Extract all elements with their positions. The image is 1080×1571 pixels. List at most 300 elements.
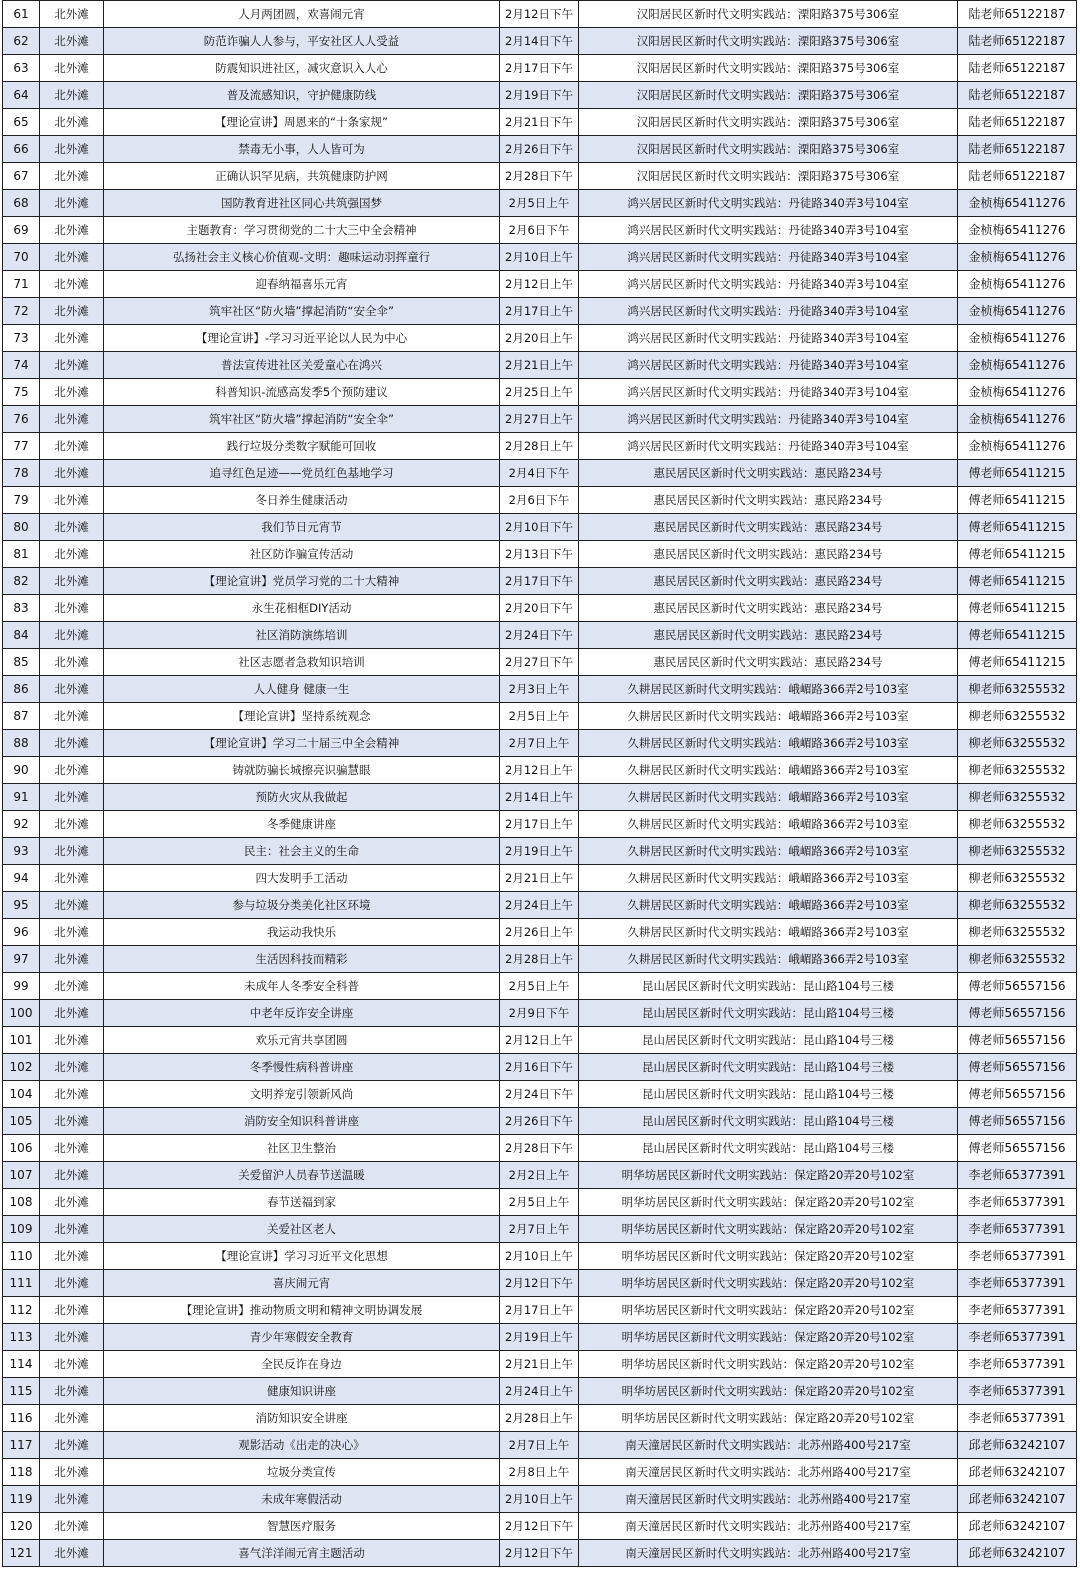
activity-title-cell: 迎春纳福喜乐元宵 bbox=[104, 271, 500, 298]
table-row bbox=[3, 217, 1077, 244]
table-row bbox=[3, 1297, 1077, 1324]
area-cell: 北外滩 bbox=[40, 460, 104, 487]
table-row bbox=[3, 973, 1077, 1000]
activity-place-cell: 鸿兴居民区新时代文明实践站：丹徒路340弄3号104室 bbox=[579, 406, 958, 433]
activity-place-cell: 久耕居民区新时代文明实践站：峨嵋路366弄2号103室 bbox=[579, 892, 958, 919]
area-cell: 北外滩 bbox=[40, 838, 104, 865]
row-number-cell: 96 bbox=[3, 919, 40, 946]
row-number-cell: 68 bbox=[3, 190, 40, 217]
area-cell: 北外滩 bbox=[40, 892, 104, 919]
activity-place-cell: 惠民居民区新时代文明实践站：惠民路234号 bbox=[579, 460, 958, 487]
contact-cell: 柳老师63255532 bbox=[958, 784, 1077, 811]
contact-cell: 柳老师63255532 bbox=[958, 865, 1077, 892]
area-cell: 北外滩 bbox=[40, 811, 104, 838]
row-number-cell: 120 bbox=[3, 1513, 40, 1540]
activity-time-cell: 2月26日下午 bbox=[500, 1108, 579, 1135]
table-row bbox=[3, 325, 1077, 352]
activity-place-cell: 鸿兴居民区新时代文明实践站：丹徒路340弄3号104室 bbox=[579, 433, 958, 460]
contact-cell: 柳老师63255532 bbox=[958, 703, 1077, 730]
table-row bbox=[3, 946, 1077, 973]
row-number-cell: 86 bbox=[3, 676, 40, 703]
row-number-cell: 101 bbox=[3, 1027, 40, 1054]
activity-title-cell: 冬日养生健康活动 bbox=[104, 487, 500, 514]
activity-time-cell: 2月10日上午 bbox=[500, 1243, 579, 1270]
contact-cell: 金桢梅65411276 bbox=[958, 271, 1077, 298]
activity-title-cell: 关爱留沪人员春节送温暖 bbox=[104, 1162, 500, 1189]
table-row bbox=[3, 1324, 1077, 1351]
area-cell: 北外滩 bbox=[40, 568, 104, 595]
activity-title-cell: 消防知识安全讲座 bbox=[104, 1405, 500, 1432]
contact-cell: 李老师65377391 bbox=[958, 1162, 1077, 1189]
contact-cell: 金桢梅65411276 bbox=[958, 406, 1077, 433]
activity-title-cell: 人月两团圆，欢喜闹元宵 bbox=[104, 1, 500, 28]
table-row bbox=[3, 379, 1077, 406]
activity-place-cell: 鸿兴居民区新时代文明实践站：丹徒路340弄3号104室 bbox=[579, 190, 958, 217]
row-number-cell: 85 bbox=[3, 649, 40, 676]
row-number-cell: 91 bbox=[3, 784, 40, 811]
activity-title-cell: 社区消防演练培训 bbox=[104, 622, 500, 649]
activity-time-cell: 2月12日下午 bbox=[500, 1, 579, 28]
activity-place-cell: 鸿兴居民区新时代文明实践站：丹徒路340弄3号104室 bbox=[579, 352, 958, 379]
table-row bbox=[3, 514, 1077, 541]
activity-time-cell: 2月17日上午 bbox=[500, 1297, 579, 1324]
row-number-cell: 63 bbox=[3, 55, 40, 82]
contact-cell: 柳老师63255532 bbox=[958, 811, 1077, 838]
row-number-cell: 71 bbox=[3, 271, 40, 298]
contact-cell: 金桢梅65411276 bbox=[958, 433, 1077, 460]
contact-cell: 柳老师63255532 bbox=[958, 838, 1077, 865]
table-row bbox=[3, 271, 1077, 298]
activity-title-cell: 四大发明手工活动 bbox=[104, 865, 500, 892]
activity-place-cell: 明华坊居民区新时代文明实践站：保定路20弄20号102室 bbox=[579, 1216, 958, 1243]
area-cell: 北外滩 bbox=[40, 244, 104, 271]
contact-cell: 柳老师63255532 bbox=[958, 892, 1077, 919]
activity-time-cell: 2月17日上午 bbox=[500, 811, 579, 838]
contact-cell: 金桢梅65411276 bbox=[958, 190, 1077, 217]
activity-title-cell: 喜庆闹元宵 bbox=[104, 1270, 500, 1297]
area-cell: 北外滩 bbox=[40, 1486, 104, 1513]
activity-place-cell: 久耕居民区新时代文明实践站：峨嵋路366弄2号103室 bbox=[579, 919, 958, 946]
area-cell: 北外滩 bbox=[40, 82, 104, 109]
activity-title-cell: 消防安全知识科普讲座 bbox=[104, 1108, 500, 1135]
activity-place-cell: 汉阳居民区新时代文明实践站：溧阳路375号306室 bbox=[579, 136, 958, 163]
activity-place-cell: 南天潼居民区新时代文明实践站：北苏州路400号217室 bbox=[579, 1513, 958, 1540]
contact-cell: 傅老师56557156 bbox=[958, 1000, 1077, 1027]
activity-place-cell: 昆山居民区新时代文明实践站：昆山路104号三楼 bbox=[579, 1027, 958, 1054]
activity-title-cell: 铸就防骗长城擦亮识骗慧眼 bbox=[104, 757, 500, 784]
activity-place-cell: 明华坊居民区新时代文明实践站：保定路20弄20号102室 bbox=[579, 1270, 958, 1297]
table-row bbox=[3, 1243, 1077, 1270]
activity-place-cell: 明华坊居民区新时代文明实践站：保定路20弄20号102室 bbox=[579, 1324, 958, 1351]
area-cell: 北外滩 bbox=[40, 1, 104, 28]
contact-cell: 邱老师63242107 bbox=[958, 1513, 1077, 1540]
contact-cell: 陆老师65122187 bbox=[958, 55, 1077, 82]
activity-place-cell: 明华坊居民区新时代文明实践站：保定路20弄20号102室 bbox=[579, 1351, 958, 1378]
contact-cell: 傅老师65411215 bbox=[958, 514, 1077, 541]
activity-time-cell: 2月5日上午 bbox=[500, 1189, 579, 1216]
activity-title-cell: 普及流感知识，守护健康防线 bbox=[104, 82, 500, 109]
activity-place-cell: 昆山居民区新时代文明实践站：昆山路104号三楼 bbox=[579, 1108, 958, 1135]
contact-cell: 李老师65377391 bbox=[958, 1189, 1077, 1216]
activity-table-body bbox=[3, 1, 1077, 1567]
activity-time-cell: 2月17日上午 bbox=[500, 298, 579, 325]
table-row bbox=[3, 55, 1077, 82]
row-number-cell: 92 bbox=[3, 811, 40, 838]
table-row bbox=[3, 1216, 1077, 1243]
activity-place-cell: 鸿兴居民区新时代文明实践站：丹徒路340弄3号104室 bbox=[579, 298, 958, 325]
area-cell: 北外滩 bbox=[40, 703, 104, 730]
row-number-cell: 61 bbox=[3, 1, 40, 28]
activity-time-cell: 2月7日上午 bbox=[500, 730, 579, 757]
contact-cell: 邱老师63242107 bbox=[958, 1486, 1077, 1513]
activity-title-cell: 我运动我快乐 bbox=[104, 919, 500, 946]
table-row bbox=[3, 919, 1077, 946]
row-number-cell: 88 bbox=[3, 730, 40, 757]
contact-cell: 陆老师65122187 bbox=[958, 1, 1077, 28]
row-number-cell: 105 bbox=[3, 1108, 40, 1135]
activity-title-cell: 社区卫生整治 bbox=[104, 1135, 500, 1162]
activity-time-cell: 2月28日上午 bbox=[500, 1405, 579, 1432]
row-number-cell: 110 bbox=[3, 1243, 40, 1270]
contact-cell: 邱老师63242107 bbox=[958, 1432, 1077, 1459]
contact-cell: 李老师65377391 bbox=[958, 1216, 1077, 1243]
table-row bbox=[3, 757, 1077, 784]
area-cell: 北外滩 bbox=[40, 1432, 104, 1459]
activity-time-cell: 2月25日上午 bbox=[500, 379, 579, 406]
activity-time-cell: 2月21日上午 bbox=[500, 352, 579, 379]
activity-title-cell: 【理论宣讲】党员学习党的二十大精神 bbox=[104, 568, 500, 595]
activity-time-cell: 2月10日上午 bbox=[500, 1486, 579, 1513]
activity-time-cell: 2月5日上午 bbox=[500, 703, 579, 730]
activity-title-cell: 【理论宣讲】周恩来的“十条家规” bbox=[104, 109, 500, 136]
table-row bbox=[3, 1054, 1077, 1081]
activity-place-cell: 昆山居民区新时代文明实践站：昆山路104号三楼 bbox=[579, 973, 958, 1000]
area-cell: 北外滩 bbox=[40, 649, 104, 676]
activity-time-cell: 2月27日上午 bbox=[500, 406, 579, 433]
activity-schedule-sheet bbox=[2, 0, 1076, 1567]
activity-title-cell: 民主：社会主义的生命 bbox=[104, 838, 500, 865]
activity-title-cell: 观影活动《出走的决心》 bbox=[104, 1432, 500, 1459]
activity-time-cell: 2月14日下午 bbox=[500, 28, 579, 55]
activity-title-cell: 参与垃圾分类美化社区环境 bbox=[104, 892, 500, 919]
row-number-cell: 116 bbox=[3, 1405, 40, 1432]
contact-cell: 李老师65377391 bbox=[958, 1297, 1077, 1324]
activity-title-cell: 智慧医疗服务 bbox=[104, 1513, 500, 1540]
contact-cell: 金桢梅65411276 bbox=[958, 298, 1077, 325]
table-row bbox=[3, 109, 1077, 136]
activity-time-cell: 2月5日上午 bbox=[500, 190, 579, 217]
row-number-cell: 64 bbox=[3, 82, 40, 109]
activity-title-cell: 筑牢社区“防火墙”撑起消防“安全伞” bbox=[104, 298, 500, 325]
activity-place-cell: 鸿兴居民区新时代文明实践站：丹徒路340弄3号104室 bbox=[579, 271, 958, 298]
row-number-cell: 80 bbox=[3, 514, 40, 541]
activity-place-cell: 久耕居民区新时代文明实践站：峨嵋路366弄2号103室 bbox=[579, 838, 958, 865]
activity-time-cell: 2月28日下午 bbox=[500, 163, 579, 190]
table-row bbox=[3, 244, 1077, 271]
activity-title-cell: 我们节日元宵节 bbox=[104, 514, 500, 541]
area-cell: 北外滩 bbox=[40, 784, 104, 811]
activity-title-cell: 冬季健康讲座 bbox=[104, 811, 500, 838]
contact-cell: 李老师65377391 bbox=[958, 1324, 1077, 1351]
table-row bbox=[3, 298, 1077, 325]
activity-title-cell: 【理论宣讲】推动物质文明和精神文明协调发展 bbox=[104, 1297, 500, 1324]
area-cell: 北外滩 bbox=[40, 1297, 104, 1324]
activity-place-cell: 南天潼居民区新时代文明实践站：北苏州路400号217室 bbox=[579, 1486, 958, 1513]
contact-cell: 傅老师56557156 bbox=[958, 973, 1077, 1000]
activity-place-cell: 鸿兴居民区新时代文明实践站：丹徒路340弄3号104室 bbox=[579, 244, 958, 271]
activity-place-cell: 惠民居民区新时代文明实践站：惠民路234号 bbox=[579, 487, 958, 514]
area-cell: 北外滩 bbox=[40, 190, 104, 217]
area-cell: 北外滩 bbox=[40, 55, 104, 82]
table-row bbox=[3, 1081, 1077, 1108]
row-number-cell: 112 bbox=[3, 1297, 40, 1324]
activity-table bbox=[2, 0, 1077, 1567]
activity-time-cell: 2月19日上午 bbox=[500, 1324, 579, 1351]
area-cell: 北外滩 bbox=[40, 730, 104, 757]
activity-time-cell: 2月26日上午 bbox=[500, 919, 579, 946]
area-cell: 北外滩 bbox=[40, 541, 104, 568]
area-cell: 北外滩 bbox=[40, 514, 104, 541]
area-cell: 北外滩 bbox=[40, 1270, 104, 1297]
activity-place-cell: 惠民居民区新时代文明实践站：惠民路234号 bbox=[579, 649, 958, 676]
row-number-cell: 69 bbox=[3, 217, 40, 244]
area-cell: 北外滩 bbox=[40, 1189, 104, 1216]
activity-time-cell: 2月10日上午 bbox=[500, 244, 579, 271]
row-number-cell: 106 bbox=[3, 1135, 40, 1162]
activity-place-cell: 鸿兴居民区新时代文明实践站：丹徒路340弄3号104室 bbox=[579, 325, 958, 352]
table-row bbox=[3, 1162, 1077, 1189]
contact-cell: 柳老师63255532 bbox=[958, 730, 1077, 757]
activity-time-cell: 2月24日上午 bbox=[500, 892, 579, 919]
row-number-cell: 73 bbox=[3, 325, 40, 352]
table-row bbox=[3, 703, 1077, 730]
table-row bbox=[3, 1459, 1077, 1486]
activity-place-cell: 明华坊居民区新时代文明实践站：保定路20弄20号102室 bbox=[579, 1405, 958, 1432]
row-number-cell: 67 bbox=[3, 163, 40, 190]
activity-place-cell: 汉阳居民区新时代文明实践站：溧阳路375号306室 bbox=[579, 55, 958, 82]
activity-place-cell: 惠民居民区新时代文明实践站：惠民路234号 bbox=[579, 514, 958, 541]
table-row bbox=[3, 1270, 1077, 1297]
activity-title-cell: 生活因科技而精彩 bbox=[104, 946, 500, 973]
table-row bbox=[3, 1513, 1077, 1540]
activity-title-cell: 欢乐元宵共享团圆 bbox=[104, 1027, 500, 1054]
row-number-cell: 93 bbox=[3, 838, 40, 865]
area-cell: 北外滩 bbox=[40, 1000, 104, 1027]
table-row bbox=[3, 460, 1077, 487]
activity-title-cell: 预防火灾从我做起 bbox=[104, 784, 500, 811]
table-row bbox=[3, 865, 1077, 892]
row-number-cell: 90 bbox=[3, 757, 40, 784]
area-cell: 北外滩 bbox=[40, 1405, 104, 1432]
table-row bbox=[3, 1027, 1077, 1054]
activity-title-cell: 人人健身 健康一生 bbox=[104, 676, 500, 703]
activity-time-cell: 2月21日上午 bbox=[500, 865, 579, 892]
area-cell: 北外滩 bbox=[40, 1540, 104, 1567]
activity-place-cell: 南天潼居民区新时代文明实践站：北苏州路400号217室 bbox=[579, 1432, 958, 1459]
activity-title-cell: 弘扬社会主义核心价值观-文明：趣味运动羽挥童行 bbox=[104, 244, 500, 271]
activity-title-cell: 未成年人冬季安全科普 bbox=[104, 973, 500, 1000]
row-number-cell: 100 bbox=[3, 1000, 40, 1027]
contact-cell: 傅老师56557156 bbox=[958, 1135, 1077, 1162]
row-number-cell: 115 bbox=[3, 1378, 40, 1405]
row-number-cell: 66 bbox=[3, 136, 40, 163]
row-number-cell: 97 bbox=[3, 946, 40, 973]
table-row bbox=[3, 352, 1077, 379]
row-number-cell: 81 bbox=[3, 541, 40, 568]
activity-title-cell: 社区防诈骗宣传活动 bbox=[104, 541, 500, 568]
area-cell: 北外滩 bbox=[40, 433, 104, 460]
area-cell: 北外滩 bbox=[40, 352, 104, 379]
activity-time-cell: 2月6日下午 bbox=[500, 487, 579, 514]
activity-title-cell: 【理论宣讲】学习二十届三中全会精神 bbox=[104, 730, 500, 757]
contact-cell: 傅老师56557156 bbox=[958, 1027, 1077, 1054]
activity-place-cell: 久耕居民区新时代文明实践站：峨嵋路366弄2号103室 bbox=[579, 811, 958, 838]
area-cell: 北外滩 bbox=[40, 1459, 104, 1486]
activity-time-cell: 2月17日下午 bbox=[500, 568, 579, 595]
activity-place-cell: 久耕居民区新时代文明实践站：峨嵋路366弄2号103室 bbox=[579, 703, 958, 730]
activity-title-cell: 禁毒无小事，人人皆可为 bbox=[104, 136, 500, 163]
table-row bbox=[3, 649, 1077, 676]
table-row bbox=[3, 1432, 1077, 1459]
area-cell: 北外滩 bbox=[40, 676, 104, 703]
activity-place-cell: 汉阳居民区新时代文明实践站：溧阳路375号306室 bbox=[579, 82, 958, 109]
activity-time-cell: 2月13日下午 bbox=[500, 541, 579, 568]
activity-time-cell: 2月24日下午 bbox=[500, 1081, 579, 1108]
row-number-cell: 72 bbox=[3, 298, 40, 325]
activity-time-cell: 2月8日上午 bbox=[500, 1459, 579, 1486]
area-cell: 北外滩 bbox=[40, 1513, 104, 1540]
activity-place-cell: 久耕居民区新时代文明实践站：峨嵋路366弄2号103室 bbox=[579, 757, 958, 784]
row-number-cell: 83 bbox=[3, 595, 40, 622]
activity-title-cell: 正确认识罕见病，共筑健康防护网 bbox=[104, 163, 500, 190]
table-row bbox=[3, 1135, 1077, 1162]
row-number-cell: 119 bbox=[3, 1486, 40, 1513]
activity-place-cell: 南天潼居民区新时代文明实践站：北苏州路400号217室 bbox=[579, 1459, 958, 1486]
row-number-cell: 94 bbox=[3, 865, 40, 892]
table-row bbox=[3, 730, 1077, 757]
activity-place-cell: 昆山居民区新时代文明实践站：昆山路104号三楼 bbox=[579, 1054, 958, 1081]
table-row bbox=[3, 1000, 1077, 1027]
table-row bbox=[3, 1405, 1077, 1432]
table-row bbox=[3, 676, 1077, 703]
activity-place-cell: 昆山居民区新时代文明实践站：昆山路104号三楼 bbox=[579, 1081, 958, 1108]
area-cell: 北外滩 bbox=[40, 757, 104, 784]
activity-title-cell: 健康知识讲座 bbox=[104, 1378, 500, 1405]
activity-time-cell: 2月26日下午 bbox=[500, 136, 579, 163]
contact-cell: 柳老师63255532 bbox=[958, 757, 1077, 784]
row-number-cell: 62 bbox=[3, 28, 40, 55]
area-cell: 北外滩 bbox=[40, 379, 104, 406]
area-cell: 北外滩 bbox=[40, 217, 104, 244]
table-row bbox=[3, 1, 1077, 28]
row-number-cell: 82 bbox=[3, 568, 40, 595]
row-number-cell: 95 bbox=[3, 892, 40, 919]
table-row bbox=[3, 190, 1077, 217]
contact-cell: 柳老师63255532 bbox=[958, 919, 1077, 946]
activity-time-cell: 2月14日上午 bbox=[500, 784, 579, 811]
activity-time-cell: 2月12日下午 bbox=[500, 1540, 579, 1567]
table-row bbox=[3, 433, 1077, 460]
activity-place-cell: 明华坊居民区新时代文明实践站：保定路20弄20号102室 bbox=[579, 1189, 958, 1216]
activity-place-cell: 明华坊居民区新时代文明实践站：保定路20弄20号102室 bbox=[579, 1162, 958, 1189]
activity-title-cell: 践行垃圾分类数字赋能可回收 bbox=[104, 433, 500, 460]
area-cell: 北外滩 bbox=[40, 1081, 104, 1108]
activity-title-cell: 春节送福到家 bbox=[104, 1189, 500, 1216]
contact-cell: 陆老师65122187 bbox=[958, 82, 1077, 109]
contact-cell: 陆老师65122187 bbox=[958, 163, 1077, 190]
table-row bbox=[3, 163, 1077, 190]
table-row bbox=[3, 541, 1077, 568]
contact-cell: 邱老师63242107 bbox=[958, 1540, 1077, 1567]
activity-time-cell: 2月7日上午 bbox=[500, 1216, 579, 1243]
activity-time-cell: 2月20日下午 bbox=[500, 595, 579, 622]
area-cell: 北外滩 bbox=[40, 595, 104, 622]
table-row bbox=[3, 1540, 1077, 1567]
contact-cell: 金桢梅65411276 bbox=[958, 352, 1077, 379]
row-number-cell: 109 bbox=[3, 1216, 40, 1243]
area-cell: 北外滩 bbox=[40, 271, 104, 298]
area-cell: 北外滩 bbox=[40, 1324, 104, 1351]
table-row bbox=[3, 1108, 1077, 1135]
table-row bbox=[3, 892, 1077, 919]
row-number-cell: 70 bbox=[3, 244, 40, 271]
contact-cell: 李老师65377391 bbox=[958, 1243, 1077, 1270]
area-cell: 北外滩 bbox=[40, 136, 104, 163]
activity-place-cell: 汉阳居民区新时代文明实践站：溧阳路375号306室 bbox=[579, 163, 958, 190]
activity-time-cell: 2月3日上午 bbox=[500, 676, 579, 703]
activity-place-cell: 鸿兴居民区新时代文明实践站：丹徒路340弄3号104室 bbox=[579, 217, 958, 244]
area-cell: 北外滩 bbox=[40, 865, 104, 892]
activity-place-cell: 久耕居民区新时代文明实践站：峨嵋路366弄2号103室 bbox=[579, 730, 958, 757]
row-number-cell: 99 bbox=[3, 973, 40, 1000]
area-cell: 北外滩 bbox=[40, 406, 104, 433]
activity-time-cell: 2月28日上午 bbox=[500, 433, 579, 460]
contact-cell: 傅老师65411215 bbox=[958, 622, 1077, 649]
activity-place-cell: 久耕居民区新时代文明实践站：峨嵋路366弄2号103室 bbox=[579, 865, 958, 892]
table-row bbox=[3, 1351, 1077, 1378]
contact-cell: 李老师65377391 bbox=[958, 1405, 1077, 1432]
contact-cell: 金桢梅65411276 bbox=[958, 217, 1077, 244]
activity-time-cell: 2月17日下午 bbox=[500, 55, 579, 82]
activity-title-cell: 国防教育进社区同心共筑强国梦 bbox=[104, 190, 500, 217]
activity-time-cell: 2月6日下午 bbox=[500, 217, 579, 244]
area-cell: 北外滩 bbox=[40, 919, 104, 946]
contact-cell: 傅老师65411215 bbox=[958, 541, 1077, 568]
contact-cell: 李老师65377391 bbox=[958, 1351, 1077, 1378]
row-number-cell: 79 bbox=[3, 487, 40, 514]
row-number-cell: 113 bbox=[3, 1324, 40, 1351]
table-row bbox=[3, 82, 1077, 109]
activity-time-cell: 2月7日上午 bbox=[500, 1432, 579, 1459]
row-number-cell: 77 bbox=[3, 433, 40, 460]
activity-title-cell: 社区志愿者急救知识培训 bbox=[104, 649, 500, 676]
area-cell: 北外滩 bbox=[40, 1027, 104, 1054]
row-number-cell: 75 bbox=[3, 379, 40, 406]
activity-time-cell: 2月10日下午 bbox=[500, 514, 579, 541]
activity-title-cell: 【理论宣讲】学习习近平文化思想 bbox=[104, 1243, 500, 1270]
activity-place-cell: 鸿兴居民区新时代文明实践站：丹徒路340弄3号104室 bbox=[579, 379, 958, 406]
table-row bbox=[3, 568, 1077, 595]
activity-title-cell: 垃圾分类宣传 bbox=[104, 1459, 500, 1486]
contact-cell: 傅老师65411215 bbox=[958, 487, 1077, 514]
contact-cell: 傅老师65411215 bbox=[958, 568, 1077, 595]
contact-cell: 傅老师65411215 bbox=[958, 460, 1077, 487]
contact-cell: 柳老师63255532 bbox=[958, 676, 1077, 703]
activity-time-cell: 2月12日上午 bbox=[500, 1027, 579, 1054]
area-cell: 北外滩 bbox=[40, 622, 104, 649]
area-cell: 北外滩 bbox=[40, 1108, 104, 1135]
activity-time-cell: 2月21日下午 bbox=[500, 109, 579, 136]
